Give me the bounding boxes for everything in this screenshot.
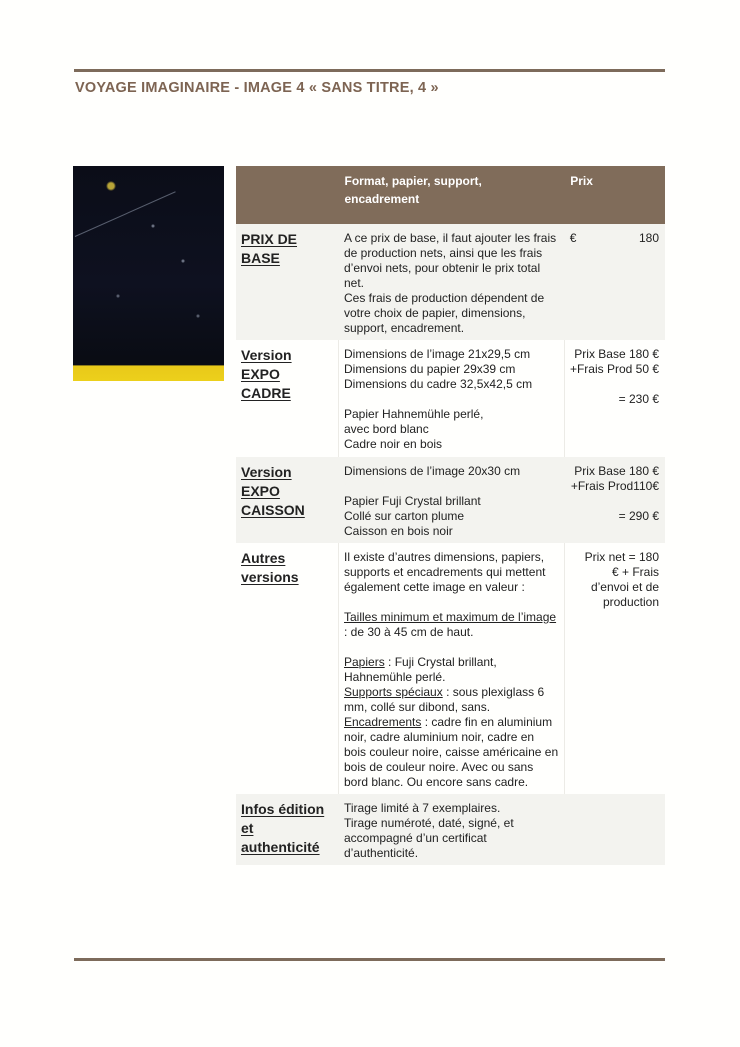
price-line: +Frais Prod 50 € [569,362,659,376]
price-total: = 290 € [618,509,659,523]
price-table [236,166,665,865]
description-line: avec bord blanc [344,422,429,436]
row-price [564,794,665,865]
row-label-text: Version EXPO CAISSON [241,464,305,518]
footer-divider [74,958,665,961]
description-line: Cadre noir en bois [344,437,443,451]
papers-label: Papiers [344,655,385,669]
price-note: Prix net = 180 € + Frais d’envoi et de production [584,550,659,609]
row-description [339,457,565,543]
table-row-prix-de-base [236,224,665,340]
description-line: Tirage limité à 7 exemplaires. [344,801,501,815]
page-title: VOYAGE IMAGINAIRE - IMAGE 4 « SANS TITRE, 4 » [75,80,439,96]
table-row-expo-cadre [236,340,665,457]
frames-info [344,715,559,790]
row-price [564,224,665,340]
row-description [339,543,565,794]
row-label [236,340,339,457]
supports-info [344,685,559,715]
row-label-text: PRIX DE BASE [241,231,298,266]
table-row-expo-caisson [236,457,665,543]
price-value: 180 [638,231,659,245]
row-label [236,224,339,340]
row-label [236,543,339,794]
description-line: Caisson en bois noir [344,524,453,538]
description-line: Collé sur carton plume [344,509,465,523]
spacer [570,494,659,509]
header-label [236,166,339,224]
description-line: Dimensions de l’image 20x30 cm [344,464,521,478]
price-line: Prix Base 180 € [574,347,659,361]
papers-info [344,655,559,685]
row-description [339,794,565,865]
header-divider [74,69,665,72]
row-price [564,543,665,794]
price-line: +Frais Prod110€ [570,479,659,493]
row-price [564,340,665,457]
frames-label: Encadrements [344,715,422,729]
row-description [339,224,565,340]
row-label [236,794,339,865]
base-price [570,231,659,246]
row-label-text: Autres versions [241,550,299,585]
price-total: = 230 € [618,392,659,406]
table-row-infos-edition [236,794,665,865]
table-row-autres-versions [236,543,665,794]
papers-value: : Fuji Crystal brillant, Hahnemühle perlé. [344,655,497,684]
artwork-streak [75,191,176,237]
description-line: Dimensions du papier 29x39 cm [344,362,516,376]
description-line: Tirage numéroté, daté, signé, et accompagné d’un certificat d’authenticité. [344,816,514,860]
description-intro: Il existe d’autres dimensions, papiers, supports et encadrements qui mettent également cette image en valeur : [344,550,546,594]
description-line: Dimensions du cadre 32,5x42,5 cm [344,377,533,391]
price-currency: € [569,231,577,245]
supports-label: Supports spéciaux [344,685,443,699]
sizes-info [344,610,559,640]
row-label-text: Infos édition et authenticité [241,801,325,855]
description-line: Dimensions de l’image 21x29,5 cm [344,347,531,361]
description-line: Papier Fuji Crystal brillant [344,494,481,508]
price-line: Prix Base 180 € [574,464,659,478]
row-label-text: Version EXPO CADRE [241,347,292,401]
description-line: A ce prix de base, il faut ajouter les frais de production nets, ainsi que les frais d’envoi nets, pour obtenir le prix total net. [344,231,557,290]
row-label [236,457,339,543]
supports-value: : sous plexiglass 6 mm, collé sur dibond, sans. [344,685,545,714]
description-line: Papier Hahnemühle perlé, [344,407,484,421]
sizes-label: Tailles minimum et maximum de l’image [344,610,557,624]
spacer [344,640,559,655]
description-line: Ces frais de production dépendent de votre choix de papier, dimensions, support, encadrement. [344,291,545,335]
row-description [339,340,565,457]
table-header-row [236,166,665,224]
sizes-value: : de 30 à 45 cm de haut. [344,625,474,639]
spacer [344,392,559,407]
spacer [570,377,659,392]
row-price [564,457,665,543]
header-description: Format, papier, support, encadrement [339,166,565,224]
artwork-image [73,166,224,381]
spacer [344,595,559,610]
header-price: Prix [564,166,665,224]
spacer [344,479,559,494]
frames-value: : cadre fin en aluminium noir, cadre aluminium noir, cadre en bois couleur noire, caisse américaine en bois de couleur noire. Avec ou sans bord blanc. Ou encore sans cadre. [344,715,559,789]
